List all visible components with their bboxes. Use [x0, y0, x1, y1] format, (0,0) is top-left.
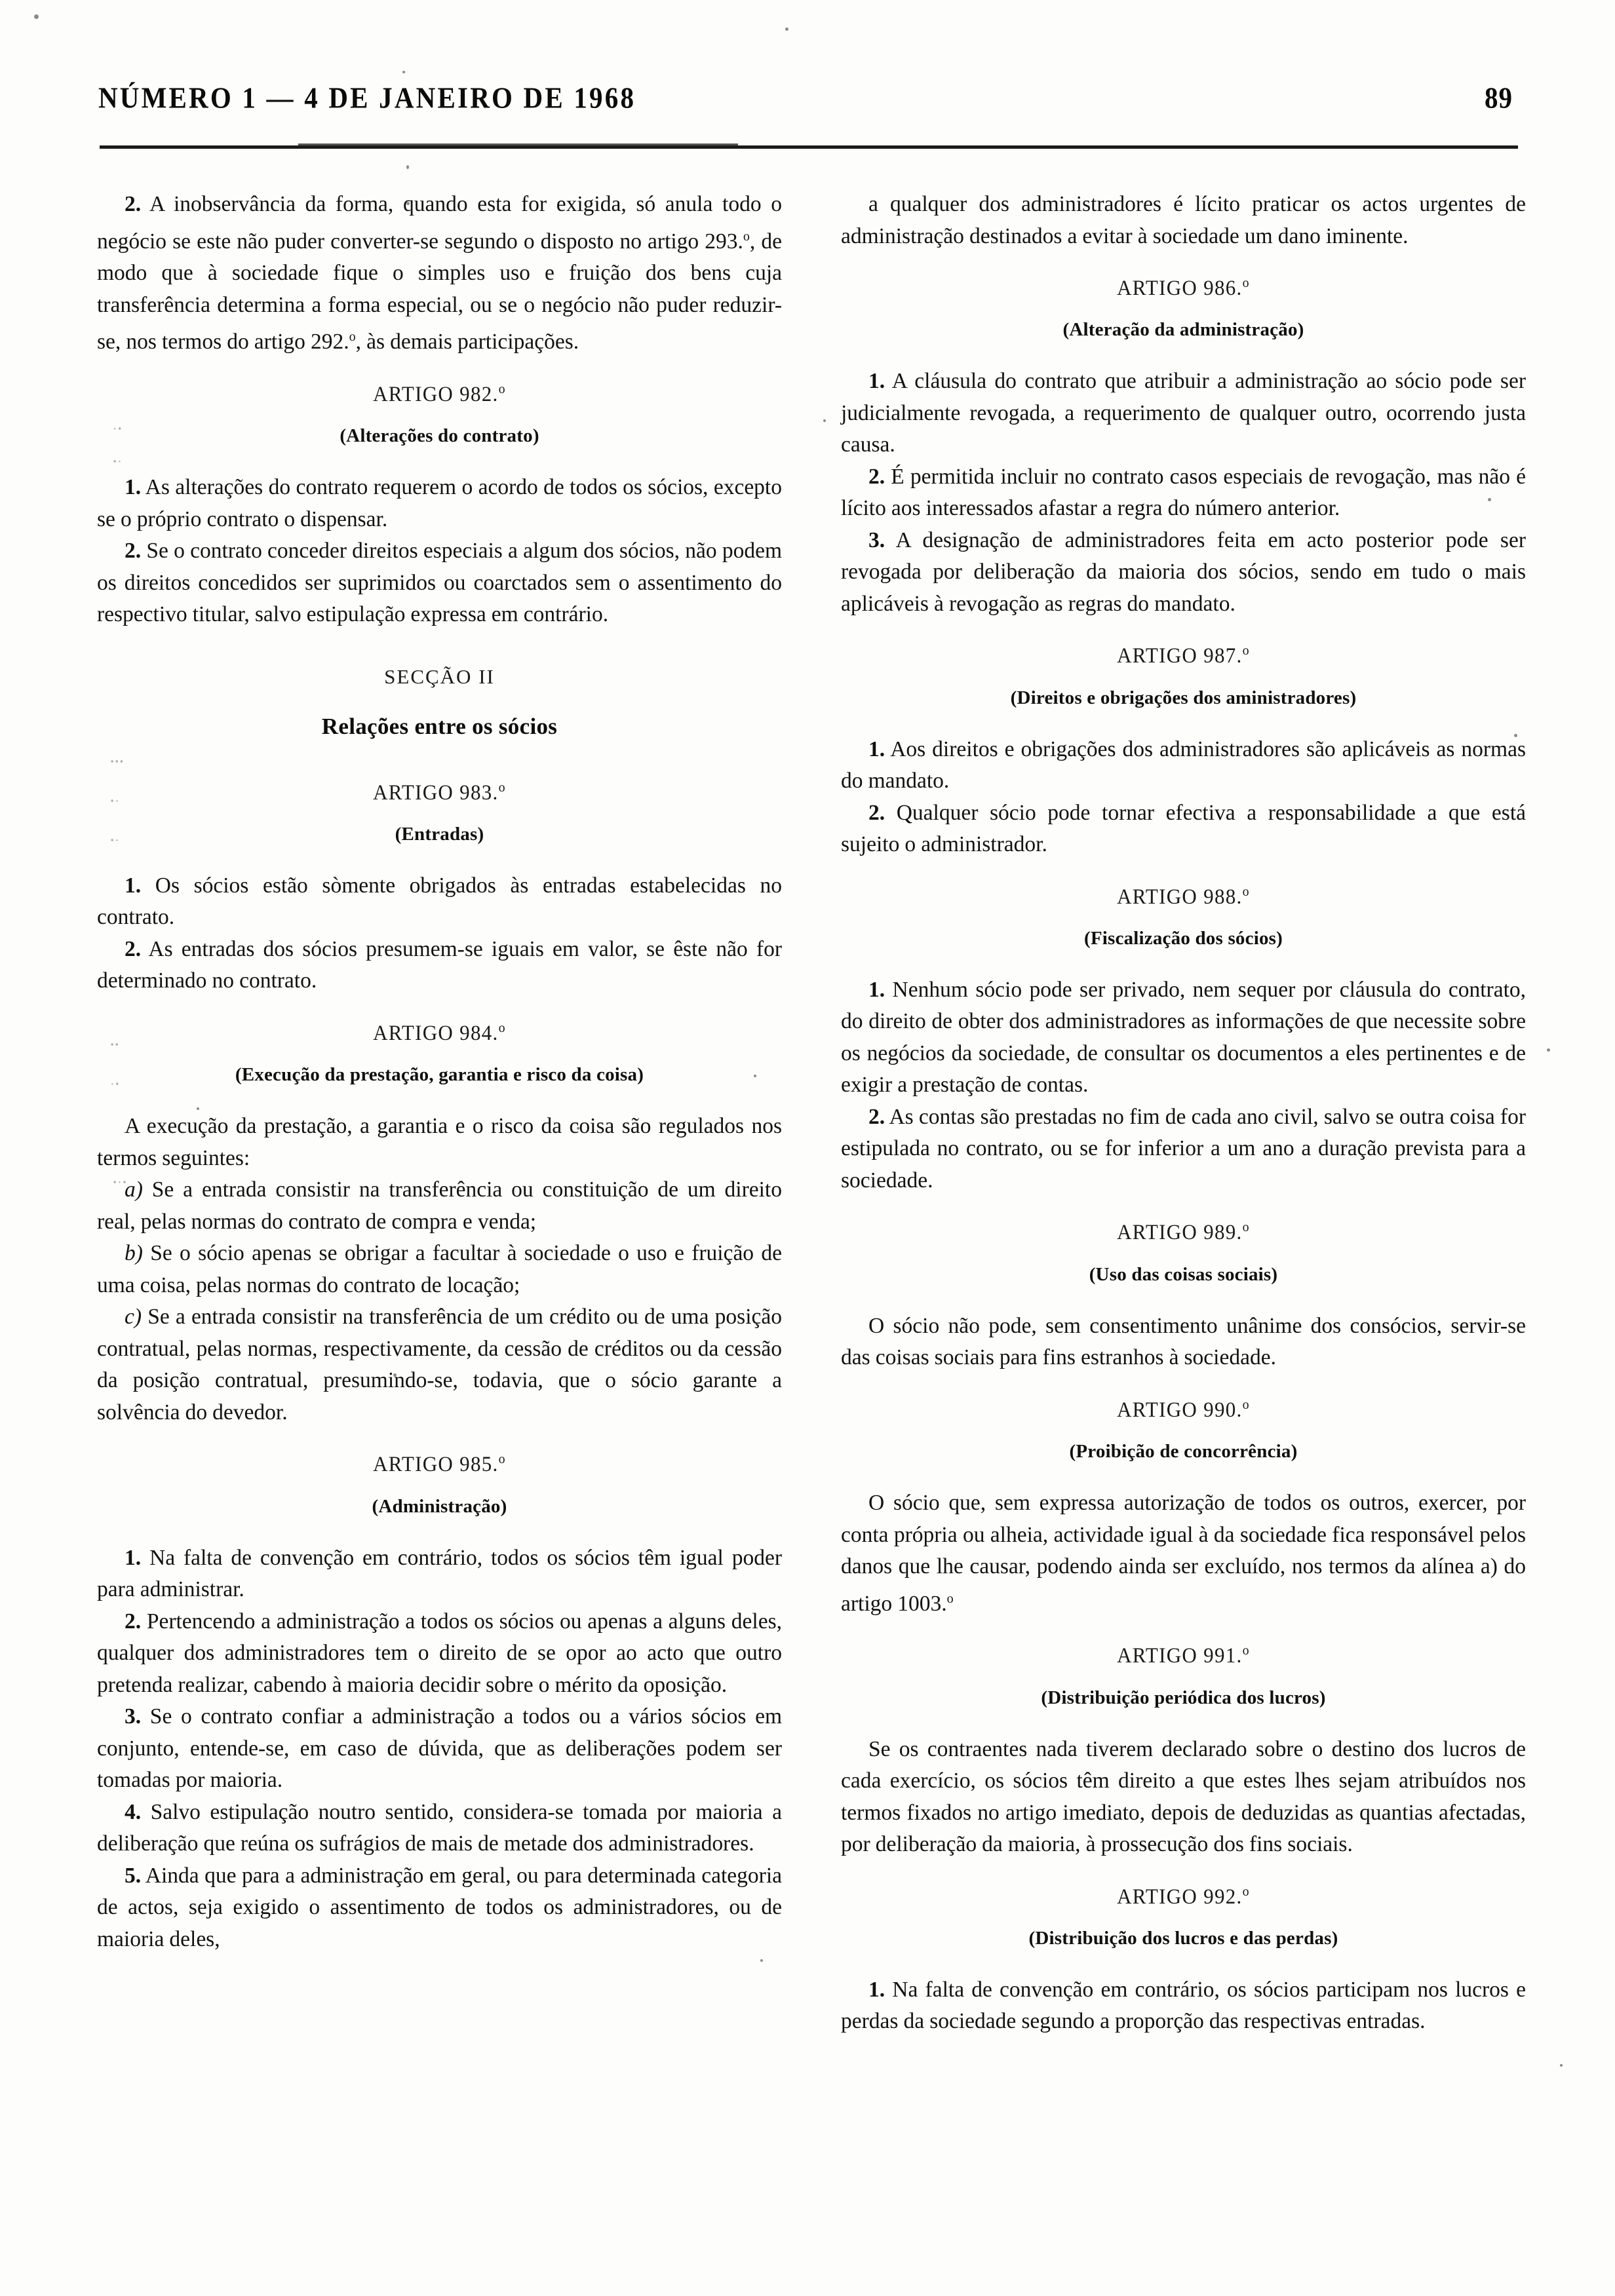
clause-paragraph: b) Se o sócio apenas se obrigar a facultar à sociedade o uso e fruição de uma coisa, pelas normas do contrato de locação;	[97, 1241, 782, 1297]
article-heading: ARTIGO 990.$^o$	[1117, 1396, 1250, 1422]
article-heading: ARTIGO 989.$^o$	[1117, 1219, 1250, 1244]
scan-speck	[406, 165, 409, 169]
spacer	[97, 845, 782, 870]
body-paragraph: Se os contraentes nada tiverem declarado sobre o destino dos lucros de cada exercício, os sócios têm direito a que estes lhes sejam atribuídos nos termos fixados no artigo imediato, depois de deduzidas as quantias afectadas, por deliberação da maioria, à prossecução dos fins sociais.	[841, 1736, 1526, 1857]
header-rule	[100, 145, 1518, 149]
body-paragraph: A execução da prestação, a garantia e o risco da coisa são regulados nos termos seguintes:	[97, 1114, 782, 1170]
spacer	[841, 1463, 1526, 1487]
article-subtitle: (Direitos e obrigações dos aministradores)	[1010, 687, 1357, 708]
paragraph-number: 2.	[868, 464, 885, 489]
paragraph-number: 2.	[868, 800, 885, 825]
spacer	[97, 447, 782, 472]
article-heading: ARTIGO 991.$^o$	[1117, 1643, 1250, 1668]
article-subtitle: (Alteração da administração)	[1062, 319, 1304, 341]
margin-artifact: ꞏ·	[110, 833, 120, 848]
numbered-paragraph: 1. Aos direitos e obrigações dos administradores são aplicáveis as normas do mandato.	[841, 737, 1526, 794]
paragraph-number: 1.	[868, 1977, 885, 2002]
scan-speck	[785, 28, 788, 31]
clause-paragraph: c) Se a entrada consistir na transferência de um crédito ou de uma posição contratual, pelas normas, respectivamente, da cessão de créditos ou da cessão da posição contratual, presumindo-se, todavia, que o sócio garante a solvência do devedor.	[97, 1305, 782, 1425]
spacer	[841, 1286, 1526, 1311]
article-heading: ARTIGO 987.$^o$	[1117, 643, 1250, 668]
numbered-paragraph: 3. Se o contrato confiar a administração a todos ou a vários sócios em conjunto, entende-se, em caso de dúvida, que as deliberações podem ser tomadas por maioria.	[97, 1704, 782, 1793]
article-heading: ARTIGO 988.$^o$	[1117, 883, 1250, 909]
numbered-paragraph: 2. As contas são prestadas no fim de cada ano civil, salvo se outra coisa for estipulada no contrato, ou se for inferior a um ano a duração prevista para a sociedade.	[841, 1104, 1526, 1193]
paragraph-number: 5.	[125, 1863, 142, 1888]
numbered-paragraph: 1. Na falta de convenção em contrário, todos os sócios têm igual poder para administrar.	[97, 1545, 782, 1602]
paragraph-number: 3.	[868, 527, 885, 552]
spacer	[841, 709, 1526, 734]
numbered-paragraph: 2. As entradas dos sócios presumem-se iguais em valor, se êste não for determinado no contrato.	[97, 936, 782, 993]
numbered-paragraph: 2. Pertencendo a administração a todos os sócios ou apenas a alguns deles, qualquer dos administradores tem o direito de se opor ao acto que outro pretenda realizar, cabendo à maioria decidir sobre o mérito da oposição.	[97, 1609, 782, 1697]
numbered-paragraph: 1. Os sócios estão sòmente obrigados às entradas estabelecidas no contrato.	[97, 873, 782, 930]
article-subtitle: (Uso das coisas sociais)	[1089, 1263, 1278, 1285]
running-header	[98, 80, 1517, 126]
paragraph-number: 2.	[125, 539, 142, 564]
numbered-paragraph: 4. Salvo estipulação noutro sentido, considera-se tomada por maioria a deliberação que reúna os sufrágios de mais de metade dos administradores.	[97, 1799, 782, 1856]
article-subtitle: (Entradas)	[395, 823, 484, 845]
scan-speck	[402, 71, 405, 73]
numbered-paragraph: 2. Qualquer sócio pode tornar efectiva a responsabilidade a que está sujeito o administrador.	[841, 800, 1526, 857]
numbered-paragraph: 1. Nenhum sócio pode ser privado, nem sequer por cláusula do contrato, do direito de obter dos administradores as informações de que necessite sobre os negócios da sociedade, de consultar os documentos a eles pertinentes e de exigir a prestação de contas.	[841, 977, 1526, 1098]
article-heading: ARTIGO 984.$^o$	[373, 1020, 506, 1045]
numbered-paragraph: 5. Ainda que para a administração em geral, ou para determinada categoria de actos, seja exigido o assentimento de todos os administradores, ou de maioria deles,	[97, 1863, 782, 1951]
column-right	[841, 189, 1526, 2270]
numbered-paragraph: 3. A designação de administradores feita em acto posterior pode ser revogada por deliberação da maioria dos sócios, sendo em tudo o mais aplicáveis à revogação as regras do mandato.	[841, 527, 1526, 616]
section-name: Relações entre os sócios	[321, 713, 558, 739]
paragraph-number: 1.	[868, 977, 885, 1002]
clause-paragraph: a) Se a entrada consistir na transferência ou constituição de um direito real, pelas normas do contrato de compra e venda;	[97, 1177, 782, 1234]
spacer	[841, 949, 1526, 974]
two-column-body	[97, 189, 1526, 2270]
section-heading: SECÇÃO II	[384, 664, 495, 688]
margin-artifact: ꞏꞏꞏ	[110, 755, 125, 769]
margin-artifact: ꞏꞏ	[110, 1038, 120, 1052]
article-subtitle: (Fiscalização dos sócios)	[1083, 927, 1283, 949]
paragraph-number: 1.	[125, 873, 142, 898]
article-subtitle: (Alterações do contrato)	[340, 425, 539, 447]
column-left	[97, 189, 782, 2270]
clause-letter: a)	[125, 1177, 143, 1202]
paragraph-number: 1.	[125, 475, 142, 500]
numbered-paragraph: 1. Na falta de convenção em contrário, os sócios participam nos lucros e perdas da sociedade segundo a proporção das respectivas entradas.	[841, 1977, 1526, 2034]
clause-letter: b)	[125, 1241, 143, 1266]
spacer	[97, 1086, 782, 1111]
article-subtitle: (Distribuição dos lucros e das perdas)	[1028, 1927, 1338, 1949]
article-heading: ARTIGO 992.$^o$	[1117, 1883, 1250, 1908]
article-subtitle: (Administração)	[372, 1495, 507, 1517]
margin-artifact: ꞏ·	[110, 794, 120, 809]
numbered-paragraph: 1. As alterações do contrato requerem o acordo de todos os sócios, excepto se o próprio contrato o dispensar.	[97, 475, 782, 531]
running-title: NÚMERO 1 — 4 DE JANEIRO DE 1968	[98, 81, 636, 115]
margin-artifact: ꞏ·	[113, 455, 123, 469]
article-subtitle: (Execução da prestação, garantia e risco da coisa)	[235, 1064, 644, 1086]
paragraph-number: 2.	[125, 192, 142, 216]
margin-artifact: ꞏ·ꞏ	[113, 1176, 128, 1190]
article-subtitle: (Proibição de concorrência)	[1069, 1441, 1298, 1463]
body-paragraph: O sócio não pode, sem consentimento unânime dos consócios, servir-se das coisas sociais para fins estranhos à sociedade.	[841, 1313, 1526, 1370]
paragraph-number: 1.	[868, 369, 885, 394]
paragraph-number: 2.	[125, 1609, 142, 1634]
article-heading: ARTIGO 986.$^o$	[1117, 275, 1250, 300]
paragraph-number: 3.	[125, 1704, 142, 1729]
numbered-paragraph: 2. É permitida incluir no contrato casos especiais de revogação, mas não é lícito aos interessados afastar a regra do número anterior.	[841, 464, 1526, 521]
spacer	[841, 1709, 1526, 1734]
paragraph-number: 4.	[125, 1799, 142, 1824]
spacer	[97, 740, 782, 757]
scan-speck	[34, 14, 39, 19]
clause-letter: c)	[125, 1305, 142, 1330]
numbered-paragraph: 1. A cláusula do contrato que atribuir a administração ao sócio pode ser judicialmente revogada, a requerimento de qualquer outro, ocorrendo justa causa.	[841, 369, 1526, 457]
paragraph-number: 2.	[868, 1104, 885, 1129]
margin-artifact: ·ꞏ	[113, 422, 123, 436]
numbered-paragraph: 2. Se o contrato conceder direitos especiais a algum dos sócios, não podem os direitos concedidos ser suprimidos ou coarctados sem o assentimento do respectivo titular, salvo estipulação expressa em contrário.	[97, 539, 782, 627]
paragraph-number: 1.	[125, 1545, 142, 1570]
spacer	[841, 341, 1526, 366]
article-heading: ARTIGO 983.$^o$	[373, 779, 506, 804]
scan-speck	[1547, 1048, 1550, 1052]
paragraph-number: 1.	[868, 737, 885, 761]
article-heading: ARTIGO 982.$^o$	[373, 381, 506, 406]
paragraph-number: 2.	[125, 936, 142, 961]
spacer	[97, 1518, 782, 1542]
body-paragraph: O sócio que, sem expressa autorização de todos os outros, exercer, por conta própria ou alheia, actividade igual à da sociedade fica responsável pelos danos que lhe causar, podendo ainda ser excluído, nos termos da alínea a) do artigo 1003.$^o$	[841, 1491, 1526, 1616]
page-number: 89	[1485, 81, 1513, 115]
scan-speck	[1560, 2064, 1563, 2067]
article-subtitle: (Distribuição periódica dos lucros)	[1041, 1687, 1326, 1708]
spacer	[841, 1949, 1526, 1974]
margin-artifact: ·ꞏ	[110, 1077, 120, 1092]
body-paragraph: a qualquer dos administradores é lícito praticar os actos urgentes de administração destinados a evitar à sociedade um dano iminente.	[841, 192, 1526, 248]
numbered-paragraph: 2. A inobservância da forma, quando esta for exigida, só anula todo o negócio se este não puder converter-se segundo o disposto no artigo 293.$^o$, de modo que à sociedade fique o simples uso e fruição dos bens cuja transferência determina a forma especial, ou se o negócio não puder reduzir-se, nos termos do artigo 292.$^o$, às demais participações.	[97, 192, 782, 354]
article-heading: ARTIGO 985.$^o$	[373, 1451, 506, 1476]
